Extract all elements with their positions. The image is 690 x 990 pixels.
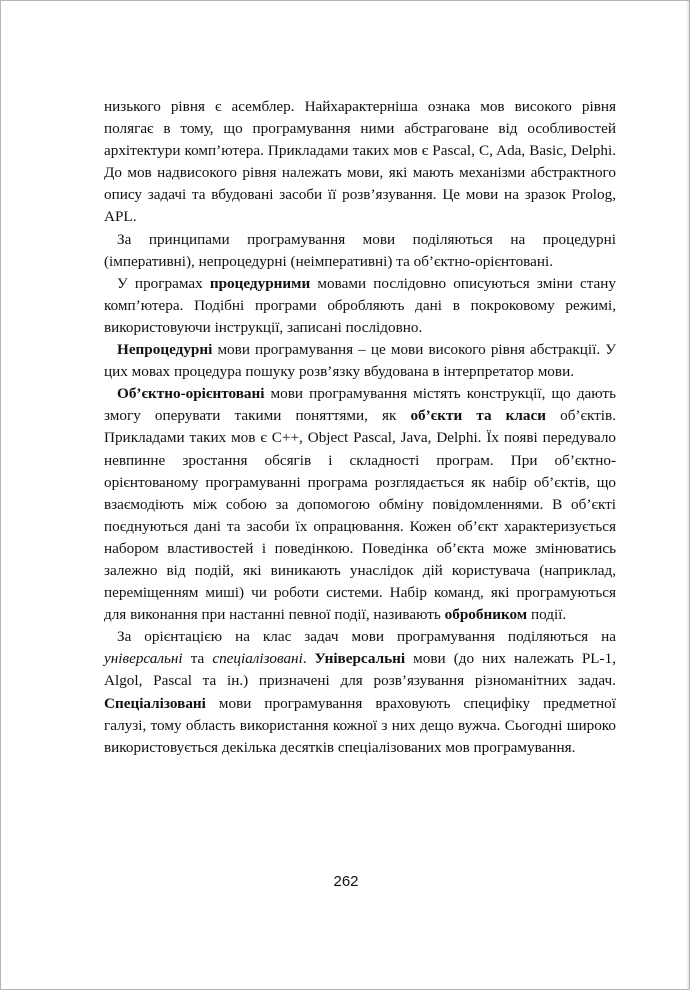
bold-term: Спеціалізовані <box>104 694 206 712</box>
text-run: За орієнтацією на клас задач мови програмування поділяються на <box>117 628 616 646</box>
bold-term: Універсальні <box>314 650 406 668</box>
text-run: У програмах <box>117 274 210 292</box>
paragraph <box>104 96 616 229</box>
paragraph <box>104 229 616 273</box>
italic-term: спеціалізовані <box>212 650 303 668</box>
bold-term: об’єкти та класи <box>410 407 546 425</box>
paragraph <box>104 273 616 339</box>
paragraph <box>104 626 616 759</box>
bold-term: Об’єктно-орієнтовані <box>117 385 265 403</box>
page-number: 262 <box>333 873 359 890</box>
text-run: мови програмування – це мови високого рівня абстракції. У цих мовах процедура пошуку розв’язку вбудована в інтерпретатор мови. <box>104 341 616 381</box>
text-run: низького рівня є асемблер. Найхарактерніша ознака мов високого рівня полягає в тому, що програмування ними абстраговане від особливостей архітектури комп’ютера. Прикладами таких мов є Pascal, C, Ada, Basic, Delphi. До мов надвисокого рівня належать мови, які мають механізми абстрактного опису задачі та вбудовані засоби її розв’язування. Це мови на зразок Prolog, APL. <box>104 98 616 226</box>
text-run: За принципами програмування мови поділяються на процедурні (імперативні), непроцедурні (неімперативні) та об’єктно-орієнтовані. <box>104 230 616 270</box>
text-run: події. <box>527 606 567 624</box>
paragraph <box>104 383 616 626</box>
body-text <box>104 96 616 759</box>
text-run: мови програмування враховують специфіку предметної галузі, тому область використання кожної з них дещо вужча. Сьогодні широко використовується декілька десятків спеціалізованих мов програмування. <box>104 694 616 756</box>
text-run: мови програмування містять конструкції, що дають змогу оперувати такими поняттями, як <box>104 385 616 425</box>
bold-term: Непроцедурні <box>117 341 213 359</box>
text-run: . <box>302 650 315 668</box>
text-run: та <box>182 650 213 668</box>
text-run: об’єктів. Прикладами таких мов є C++, Object Pascal, Java, Delphi. Їх появі передувало невпинне зростання обсягів і складності програм. При об’єктно-орієнтованому програмуванні програма розглядається як набір об’єктів, що взаємодіють між собою за допомогою обміну повідомленнями. В об’єкті поєднуються дані та засоби їх опрацювання. Кожен об’єкт характеризується набором властивостей і поведінкою. Поведінка об’єкта може змінюватись залежно від подій, які виникають унаслідок дій користувача (наприклад, переміщенням миші) чи роботи системи. Набір команд, які програмуються для виконання при настанні певної події, називають <box>104 407 616 624</box>
italic-term: універсальні <box>104 650 183 668</box>
bold-term: процедурними <box>209 274 311 292</box>
text-run: мови (до них належать PL-1, Algol, Pascal та ін.) призначені для розв’язування різноманітних задач. <box>104 650 616 690</box>
bold-term: обробником <box>444 606 528 624</box>
paragraph <box>104 339 616 383</box>
text-run: мовами послідовно описуються зміни стану комп’ютера. Подібні програми обробляють дані в покроковому режимі, використовуючи інструкції, записані послідовно. <box>104 274 616 336</box>
